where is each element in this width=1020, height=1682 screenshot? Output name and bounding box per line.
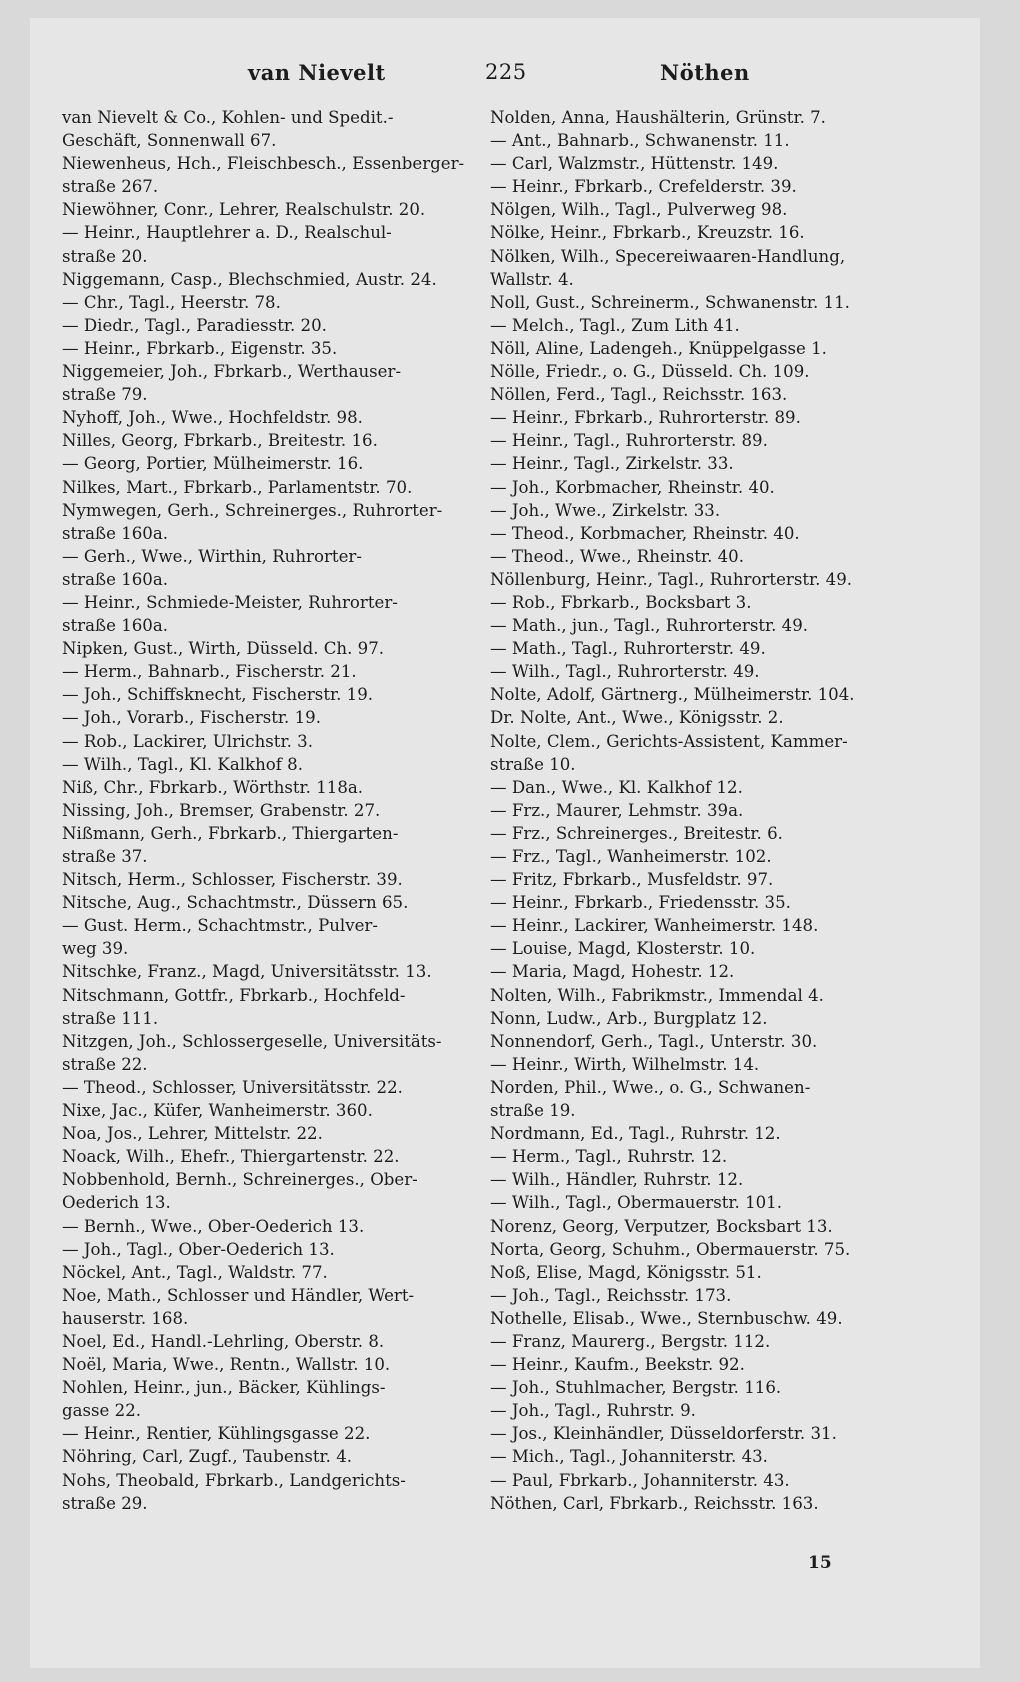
entry-line: Nilkes, Mart., Fbrkarb., Parlamentstr. 70. bbox=[62, 477, 413, 497]
entry-line: — Frz., Tagl., Wanheimerstr. 102. bbox=[490, 847, 772, 866]
page-header bbox=[30, 60, 980, 90]
directory-entry bbox=[490, 1492, 925, 1515]
entry-line: — Heinr., Lackirer, Wanheimerstr. 148. bbox=[490, 916, 819, 936]
entry-line: Nonnendorf, Gerh., Tagl., Unterstr. 30. bbox=[490, 1031, 818, 1051]
entry-line: Nyhoff, Joh., Wwe., Hochfeldstr. 98. bbox=[62, 408, 363, 428]
directory-entry bbox=[62, 452, 472, 475]
entry-line: — Heinr., Tagl., Ruhrorterstr. 89. bbox=[490, 431, 768, 451]
directory-entry bbox=[490, 198, 925, 221]
entry-line: — Frz., Maurer, Lehmstr. 39a. bbox=[490, 800, 744, 820]
directory-entry bbox=[62, 337, 472, 360]
directory-entry bbox=[490, 1422, 925, 1445]
entry-line: — Dan., Wwe., Kl. Kalkhof 12. bbox=[490, 777, 743, 797]
directory-entry bbox=[490, 1145, 925, 1168]
directory-entry bbox=[490, 1168, 925, 1191]
directory-entry bbox=[62, 198, 472, 221]
entry-line: Nöckel, Ant., Tagl., Waldstr. 77. bbox=[62, 1262, 328, 1282]
directory-entry bbox=[62, 545, 472, 591]
entry-line: — Maria, Magd, Hohestr. 12. bbox=[490, 962, 735, 982]
directory-entry bbox=[62, 637, 472, 660]
directory-entry bbox=[490, 845, 925, 868]
entry-line: — Heinr., Tagl., Zirkelstr. 33. bbox=[490, 454, 734, 474]
directory-entry bbox=[490, 1469, 925, 1492]
directory-entry bbox=[62, 1284, 472, 1330]
entry-line: Noel, Ed., Handl.-Lehrling, Oberstr. 8. bbox=[62, 1331, 385, 1351]
directory-entry bbox=[490, 337, 925, 360]
entry-line: — Gerh., Wwe., Wirthin, Ruhrorter- bbox=[62, 546, 362, 566]
directory-entry bbox=[62, 1445, 472, 1468]
entry-line: — Heinr., Schmiede-Meister, Ruhrorter- bbox=[62, 592, 398, 612]
entry-line: Nothelle, Elisab., Wwe., Sternbuschw. 49. bbox=[490, 1308, 843, 1328]
directory-entry bbox=[62, 1099, 472, 1122]
entry-line: — Wilh., Tagl., Kl. Kalkhof 8. bbox=[62, 754, 304, 774]
entry-line: straße 111. bbox=[62, 1008, 159, 1028]
entry-line: straße 37. bbox=[62, 847, 148, 866]
directory-entry bbox=[490, 429, 925, 452]
directory-entry bbox=[62, 1261, 472, 1284]
entry-line: Niß, Chr., Fbrkarb., Wörthstr. 118a. bbox=[62, 777, 364, 797]
entry-line: — Heinr., Wirth, Wilhelmstr. 14. bbox=[490, 1054, 760, 1074]
entry-line: Nissing, Joh., Bremser, Grabenstr. 27. bbox=[62, 800, 381, 820]
entry-line: — Joh., Tagl., Ober-Oederich 13. bbox=[62, 1239, 335, 1259]
entry-line: Nolten, Wilh., Fabrikmstr., Immendal 4. bbox=[490, 985, 824, 1005]
entry-line: straße 160a. bbox=[62, 569, 169, 589]
entry-line: — Mich., Tagl., Johanniterstr. 43. bbox=[490, 1447, 768, 1467]
directory-entry bbox=[490, 476, 925, 499]
entry-line: — Heinr., Hauptlehrer a. D., Realschul- bbox=[62, 223, 392, 243]
entry-line: straße 79. bbox=[62, 385, 148, 405]
entry-line: Nohlen, Heinr., jun., Bäcker, Kühlings- bbox=[62, 1378, 386, 1398]
entry-line: Nöthen, Carl, Fbrkarb., Reichsstr. 163. bbox=[490, 1493, 819, 1513]
directory-entry bbox=[62, 730, 472, 753]
entry-line: straße 29. bbox=[62, 1493, 148, 1513]
entry-line: — Ant., Bahnarb., Schwanenstr. 11. bbox=[490, 131, 790, 151]
directory-entry bbox=[62, 291, 472, 314]
entry-line: — Math., Tagl., Ruhrorterstr. 49. bbox=[490, 639, 766, 659]
entry-line: — Theod., Schlosser, Universitätsstr. 22. bbox=[62, 1077, 403, 1097]
entry-line: — Rob., Fbrkarb., Bocksbart 3. bbox=[490, 592, 752, 612]
directory-entry bbox=[62, 360, 472, 406]
directory-entry bbox=[490, 637, 925, 660]
entry-line: straße 20. bbox=[62, 246, 148, 266]
directory-entry bbox=[490, 1376, 925, 1399]
entry-line: Noa, Jos., Lehrer, Mittelstr. 22. bbox=[62, 1124, 323, 1144]
entry-line: — Diedr., Tagl., Paradiesstr. 20. bbox=[62, 315, 327, 335]
directory-entry bbox=[62, 1076, 472, 1099]
entry-line: — Heinr., Fbrkarb., Ruhrorterstr. 89. bbox=[490, 408, 801, 428]
directory-entry bbox=[62, 984, 472, 1030]
left-column bbox=[62, 106, 472, 1515]
entry-line: Noël, Maria, Wwe., Rentn., Wallstr. 10. bbox=[62, 1355, 391, 1375]
entry-line: Dr. Nolte, Ant., Wwe., Königsstr. 2. bbox=[490, 708, 784, 728]
directory-entry bbox=[62, 499, 472, 545]
directory-entry bbox=[490, 706, 925, 729]
entry-line: Nonn, Ludw., Arb., Burgplatz 12. bbox=[490, 1008, 768, 1028]
directory-entry bbox=[490, 106, 925, 129]
directory-entry bbox=[490, 1445, 925, 1468]
directory-entry bbox=[62, 660, 472, 683]
entry-line: Nordmann, Ed., Tagl., Ruhrstr. 12. bbox=[490, 1124, 781, 1144]
directory-entry bbox=[490, 1191, 925, 1214]
entry-line: Nolte, Adolf, Gärtnerg., Mülheimerstr. 104. bbox=[490, 685, 855, 705]
directory-entry bbox=[62, 314, 472, 337]
entry-line: Nitschke, Franz., Magd, Universitätsstr. 13. bbox=[62, 962, 432, 982]
entry-line: — Fritz, Fbrkarb., Musfeldstr. 97. bbox=[490, 870, 774, 890]
entry-line: van Nievelt & Co., Kohlen- und Spedit.- bbox=[62, 108, 394, 127]
entry-line: Nißmann, Gerh., Fbrkarb., Thiergarten- bbox=[62, 823, 399, 843]
entry-line: — Louise, Magd, Klosterstr. 10. bbox=[490, 939, 756, 959]
directory-entry bbox=[62, 1376, 472, 1422]
entry-line: Noll, Gust., Schreinerm., Schwanenstr. 11. bbox=[490, 292, 850, 312]
entry-line: weg 39. bbox=[62, 939, 129, 959]
entry-line: Nöllen, Ferd., Tagl., Reichsstr. 163. bbox=[490, 385, 788, 405]
directory-entry bbox=[62, 1353, 472, 1376]
entry-line: Nixe, Jac., Küfer, Wanheimerstr. 360. bbox=[62, 1101, 373, 1121]
sheet-signature: 15 bbox=[808, 1553, 832, 1573]
entry-line: Nitsche, Aug., Schachtmstr., Düssern 65. bbox=[62, 893, 409, 913]
directory-entry bbox=[62, 960, 472, 983]
directory-entry bbox=[490, 129, 925, 152]
entry-line: — Joh., Stuhlmacher, Bergstr. 116. bbox=[490, 1378, 782, 1398]
directory-entry bbox=[490, 937, 925, 960]
directory-entry bbox=[490, 1076, 925, 1122]
entry-line: — Chr., Tagl., Heerstr. 78. bbox=[62, 292, 281, 312]
directory-entry bbox=[62, 1215, 472, 1238]
directory-entry bbox=[490, 822, 925, 845]
entry-line: straße 267. bbox=[62, 177, 159, 197]
directory-entry bbox=[490, 1030, 925, 1053]
entry-line: Noe, Math., Schlosser und Händler, Wert- bbox=[62, 1285, 415, 1305]
directory-entry bbox=[490, 1215, 925, 1238]
directory-entry bbox=[490, 1261, 925, 1284]
directory-entry bbox=[62, 1122, 472, 1145]
directory-entry bbox=[490, 406, 925, 429]
directory-entry bbox=[490, 868, 925, 891]
directory-entry bbox=[490, 175, 925, 198]
directory-entry bbox=[62, 868, 472, 891]
entry-line: Nilles, Georg, Fbrkarb., Breitestr. 16. bbox=[62, 431, 378, 451]
entry-line: gasse 22. bbox=[62, 1401, 142, 1421]
directory-entry bbox=[62, 406, 472, 429]
entry-line: straße 160a. bbox=[62, 523, 169, 543]
entry-line: — Paul, Fbrkarb., Johanniterstr. 43. bbox=[490, 1470, 790, 1490]
directory-entry bbox=[62, 753, 472, 776]
directory-entry bbox=[490, 545, 925, 568]
entry-line: Niggemeier, Joh., Fbrkarb., Werthauser- bbox=[62, 362, 402, 382]
directory-entry bbox=[490, 221, 925, 244]
directory-entry bbox=[490, 383, 925, 406]
directory-entry bbox=[62, 221, 472, 267]
entry-line: Niggemann, Casp., Blechschmied, Austr. 24. bbox=[62, 269, 437, 289]
entry-line: — Melch., Tagl., Zum Lith 41. bbox=[490, 315, 740, 335]
entry-line: Nitzgen, Joh., Schlossergeselle, Universitäts- bbox=[62, 1031, 442, 1051]
entry-line: — Heinr., Fbrkarb., Friedensstr. 35. bbox=[490, 893, 791, 913]
entry-line: — Herm., Bahnarb., Fischerstr. 21. bbox=[62, 662, 357, 682]
entry-line: — Jos., Kleinhändler, Düsseldorferstr. 31. bbox=[490, 1424, 837, 1444]
entry-line: — Heinr., Fbrkarb., Crefelderstr. 39. bbox=[490, 177, 797, 197]
header-left-title: van Nievelt bbox=[248, 60, 386, 85]
directory-entry bbox=[62, 1030, 472, 1076]
entry-line: — Joh., Tagl., Ruhrstr. 9. bbox=[490, 1401, 696, 1421]
directory-entry bbox=[490, 1330, 925, 1353]
directory-entry bbox=[490, 984, 925, 1007]
entry-line: — Franz, Maurerg., Bergstr. 112. bbox=[490, 1331, 771, 1351]
directory-entry bbox=[490, 614, 925, 637]
directory-entry bbox=[490, 730, 925, 776]
entry-line: Wallstr. 4. bbox=[490, 269, 574, 289]
entry-line: Nipken, Gust., Wirth, Düsseld. Ch. 97. bbox=[62, 639, 385, 659]
entry-line: — Theod., Wwe., Rheinstr. 40. bbox=[490, 546, 745, 566]
directory-entry bbox=[62, 268, 472, 291]
directory-entry bbox=[62, 1330, 472, 1353]
directory-entry bbox=[490, 314, 925, 337]
directory-entry bbox=[490, 960, 925, 983]
entry-line: — Joh., Wwe., Zirkelstr. 33. bbox=[490, 500, 721, 520]
entry-line: Oederich 13. bbox=[62, 1193, 171, 1213]
entry-line: Nölken, Wilh., Specereiwaaren-Handlung, bbox=[490, 246, 846, 266]
entry-line: Nolte, Clem., Gerichts-Assistent, Kammer- bbox=[490, 731, 848, 751]
entry-line: — Rob., Lackirer, Ulrichstr. 3. bbox=[62, 731, 313, 751]
directory-entry bbox=[490, 568, 925, 591]
directory-entry bbox=[62, 106, 472, 152]
directory-entry bbox=[490, 1284, 925, 1307]
directory-entry bbox=[62, 1168, 472, 1214]
directory-entry bbox=[62, 822, 472, 868]
entry-line: — Heinr., Fbrkarb., Eigenstr. 35. bbox=[62, 338, 338, 358]
directory-entry bbox=[62, 1145, 472, 1168]
entry-line: Niewenheus, Hch., Fleischbesch., Essenberger- bbox=[62, 154, 465, 174]
right-column bbox=[490, 106, 925, 1515]
directory-entry bbox=[62, 152, 472, 198]
entry-line: — Heinr., Kaufm., Beekstr. 92. bbox=[490, 1355, 745, 1375]
entry-line: Nitsch, Herm., Schlosser, Fischerstr. 39. bbox=[62, 870, 403, 890]
directory-entry bbox=[490, 1353, 925, 1376]
directory-entry bbox=[490, 799, 925, 822]
entry-line: — Wilh., Tagl., Ruhrorterstr. 49. bbox=[490, 662, 760, 682]
directory-entry bbox=[490, 1122, 925, 1145]
entry-line: Geschäft, Sonnenwall 67. bbox=[62, 131, 277, 151]
entry-line: — Herm., Tagl., Ruhrstr. 12. bbox=[490, 1147, 728, 1167]
entry-line: Norta, Georg, Schuhm., Obermauerstr. 75. bbox=[490, 1239, 851, 1259]
directory-entry bbox=[490, 591, 925, 614]
entry-line: straße 19. bbox=[490, 1101, 576, 1121]
directory-entry bbox=[490, 1307, 925, 1330]
entry-line: — Carl, Walzmstr., Hüttenstr. 149. bbox=[490, 154, 779, 174]
entry-line: Noack, Wilh., Ehefr., Thiergartenstr. 22. bbox=[62, 1147, 400, 1167]
entry-line: straße 160a. bbox=[62, 616, 169, 636]
entry-line: Nöll, Aline, Ladengeh., Knüppelgasse 1. bbox=[490, 338, 827, 358]
entry-line: Noß, Elise, Magd, Königsstr. 51. bbox=[490, 1262, 762, 1282]
entry-line: straße 22. bbox=[62, 1054, 148, 1074]
entry-line: — Math., jun., Tagl., Ruhrorterstr. 49. bbox=[490, 616, 809, 636]
directory-entry bbox=[62, 799, 472, 822]
entry-line: Nöhring, Carl, Zugf., Taubenstr. 4. bbox=[62, 1447, 353, 1467]
directory-entry bbox=[490, 152, 925, 175]
entry-line: hauserstr. 168. bbox=[62, 1308, 189, 1328]
directory-entry bbox=[62, 1469, 472, 1515]
entry-line: — Joh., Vorarb., Fischerstr. 19. bbox=[62, 708, 321, 728]
directory-entry bbox=[490, 1399, 925, 1422]
directory-entry bbox=[62, 706, 472, 729]
directory-entry bbox=[490, 683, 925, 706]
entry-line: — Joh., Schiffsknecht, Fischerstr. 19. bbox=[62, 685, 374, 705]
directory-entry bbox=[62, 1238, 472, 1261]
entry-line: straße 10. bbox=[490, 754, 576, 774]
entry-line: — Bernh., Wwe., Ober-Oederich 13. bbox=[62, 1216, 365, 1236]
entry-line: Nolden, Anna, Haushälterin, Grünstr. 7. bbox=[490, 108, 826, 127]
entry-line: Niewöhner, Conr., Lehrer, Realschulstr. 20. bbox=[62, 200, 426, 220]
page-number: 225 bbox=[485, 60, 527, 84]
directory-entry bbox=[490, 1238, 925, 1261]
directory-entry bbox=[62, 776, 472, 799]
entry-line: — Heinr., Rentier, Kühlingsgasse 22. bbox=[62, 1424, 371, 1444]
entry-line: — Georg, Portier, Mülheimerstr. 16. bbox=[62, 454, 364, 474]
directory-entry bbox=[62, 1422, 472, 1445]
entry-line: Norden, Phil., Wwe., o. G., Schwanen- bbox=[490, 1077, 811, 1097]
entry-line: Nölgen, Wilh., Tagl., Pulverweg 98. bbox=[490, 200, 788, 220]
entry-line: Nohs, Theobald, Fbrkarb., Landgerichts- bbox=[62, 1470, 406, 1490]
entry-line: Nobbenhold, Bernh., Schreinerges., Ober- bbox=[62, 1170, 418, 1190]
header-right-title: Nöthen bbox=[660, 60, 750, 85]
entry-line: Nitschmann, Gottfr., Fbrkarb., Hochfeld- bbox=[62, 985, 406, 1005]
entry-line: — Wilh., Tagl., Obermauerstr. 101. bbox=[490, 1193, 783, 1213]
entry-line: — Theod., Korbmacher, Rheinstr. 40. bbox=[490, 523, 800, 543]
directory-entry bbox=[62, 683, 472, 706]
entry-line: — Frz., Schreinerges., Breitestr. 6. bbox=[490, 823, 783, 843]
entry-line: Nölke, Heinr., Fbrkarb., Kreuzstr. 16. bbox=[490, 223, 805, 243]
directory-entry bbox=[490, 522, 925, 545]
directory-entry bbox=[490, 452, 925, 475]
entry-line: Norenz, Georg, Verputzer, Bocksbart 13. bbox=[490, 1216, 833, 1236]
directory-entry bbox=[490, 914, 925, 937]
directory-entry bbox=[62, 591, 472, 637]
entry-line: Nymwegen, Gerh., Schreinerges., Ruhrorter- bbox=[62, 500, 443, 520]
directory-entry bbox=[62, 476, 472, 499]
directory-entry bbox=[490, 245, 925, 291]
entry-line: — Wilh., Händler, Ruhrstr. 12. bbox=[490, 1170, 744, 1190]
entry-line: Nölle, Friedr., o. G., Düsseld. Ch. 109. bbox=[490, 362, 810, 382]
directory-entry bbox=[490, 291, 925, 314]
entry-line: — Gust. Herm., Schachtmstr., Pulver- bbox=[62, 916, 378, 936]
directory-entry bbox=[490, 776, 925, 799]
directory-entry bbox=[62, 429, 472, 452]
entry-line: — Joh., Korbmacher, Rheinstr. 40. bbox=[490, 477, 775, 497]
directory-entry bbox=[490, 360, 925, 383]
directory-entry bbox=[490, 660, 925, 683]
directory-page bbox=[30, 18, 980, 1668]
directory-entry bbox=[490, 1007, 925, 1030]
directory-entry bbox=[62, 891, 472, 914]
entry-line: Nöllenburg, Heinr., Tagl., Ruhrorterstr. 49. bbox=[490, 569, 853, 589]
directory-entry bbox=[490, 1053, 925, 1076]
directory-entry bbox=[62, 914, 472, 960]
entry-line: — Joh., Tagl., Reichsstr. 173. bbox=[490, 1285, 732, 1305]
directory-entry bbox=[490, 891, 925, 914]
directory-entry bbox=[490, 499, 925, 522]
